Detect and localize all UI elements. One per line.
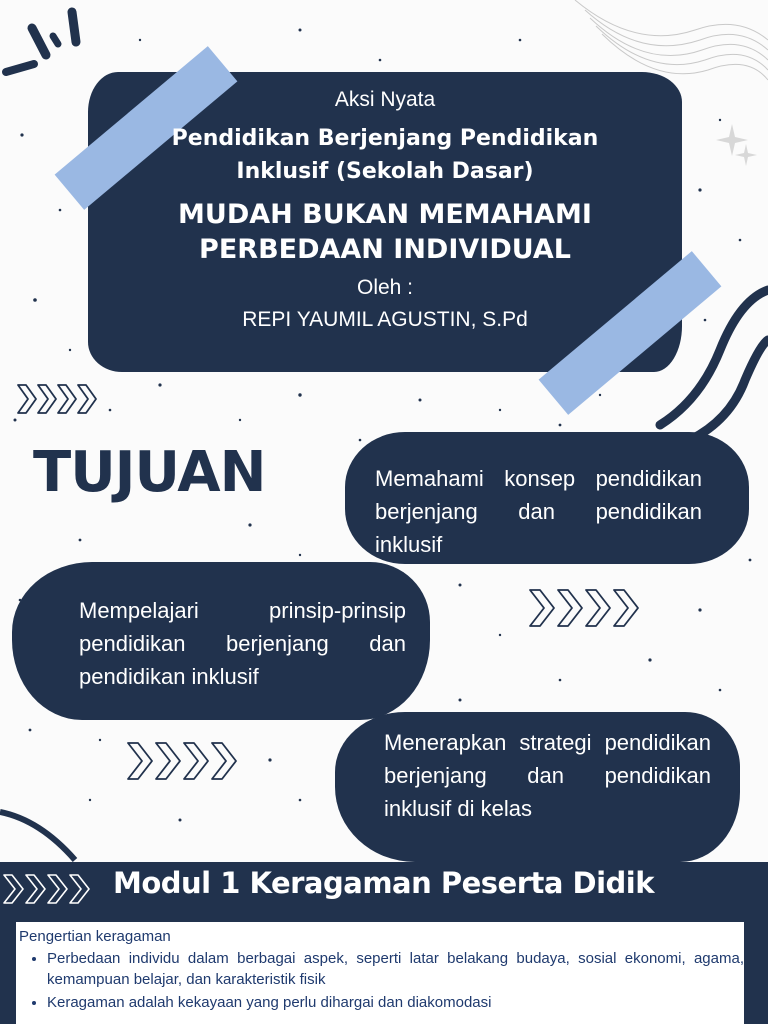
subtitle-line-2: Inklusif (Sekolah Dasar) [236,159,534,184]
chevron-right-icon [126,740,242,782]
author-name: REPI YAUMIL AGUSTIN, S.Pd [242,308,528,331]
main-title-line-1: MUDAH BUKAN MEMAHAMI [178,199,592,230]
main-title [88,197,682,267]
pretitle: Aksi Nyata [334,88,436,111]
goal-text-3: Menerapkan strategi pendidikan berjenjang dan pendidikan inklusif di kelas [384,730,711,821]
section-heading: Pengertian keragaman [19,928,171,945]
module-title: Modul 1 Keragaman Peserta Didik [113,866,655,900]
subtitle [88,122,682,188]
main-title-line-2: PERBEDAAN INDIVIDUAL [199,234,571,265]
subtitle-line-1: Pendidikan Berjenjang Pendidikan [171,126,599,151]
goal-text-1: Memahami konsep pendidikan berjenjang dan pendidikan inklusif [375,466,702,557]
goals-heading: TUJUAN [33,440,266,505]
goal-text-2: Mempelajari prinsip-prinsip pendidikan berjenjang dan pendidikan inklusif [79,598,406,689]
chevron-right-icon [2,872,100,906]
title-block [88,72,682,372]
bullet-list [19,948,744,1015]
chevron-right-icon [16,382,106,416]
chevron-right-icon [528,587,644,629]
sparkle-icon [733,142,759,168]
list-item: • Perbedaan individu dalam berbagai aspek, seperti latar belakang budaya, sosial ekonomi, agama, kemampuan belajar, dan karakteristik fisik [47,948,744,990]
list-item: • Keragaman adalah kekayaan yang perlu dihargai dan diakomodasi [47,992,744,1013]
by-label: Oleh : [356,276,414,299]
module-content [16,922,744,1024]
